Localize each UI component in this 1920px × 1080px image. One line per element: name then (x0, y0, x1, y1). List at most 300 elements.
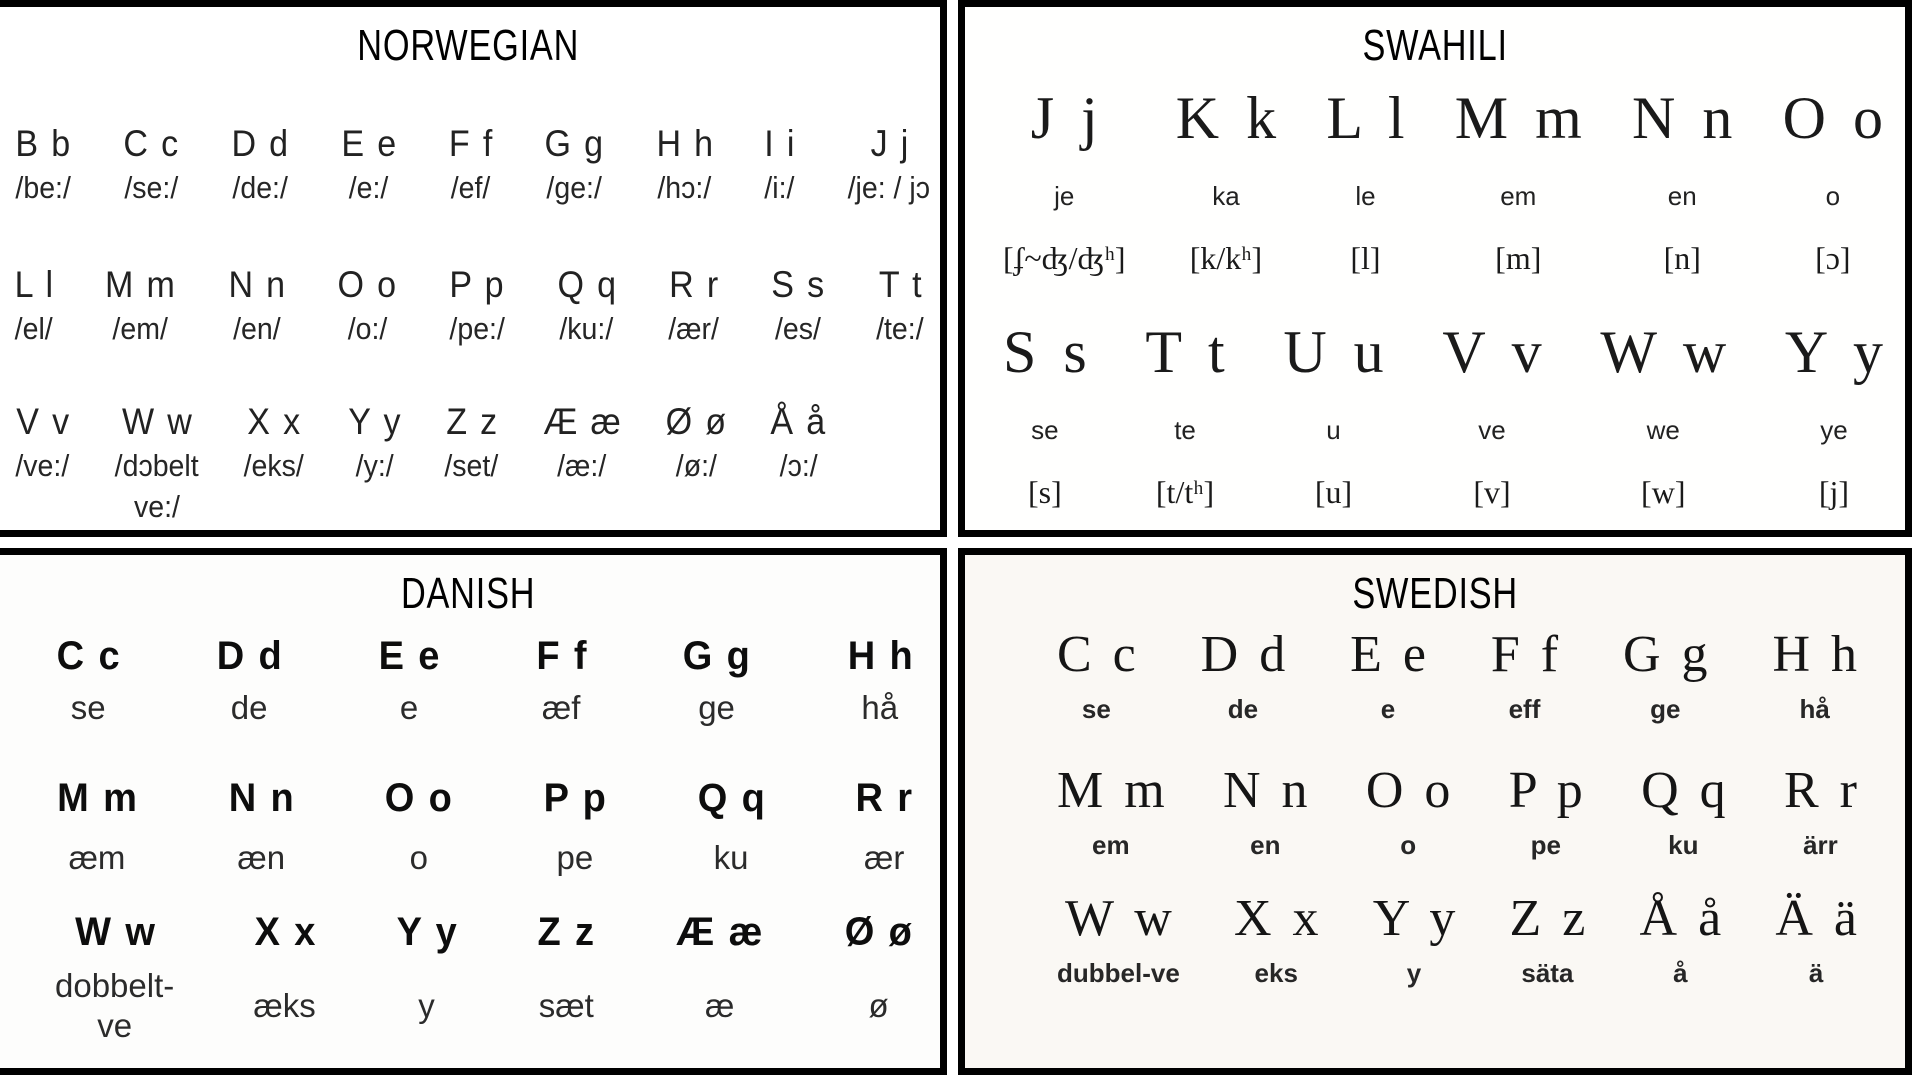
letter-name-block (1509, 692, 1541, 726)
letter-name-block (111, 444, 202, 526)
letter-ipa: [ɔ] (1815, 240, 1851, 276)
alphabet-row (965, 624, 1905, 726)
letter-name-block (778, 444, 819, 485)
danish-alphabet-grid (0, 632, 940, 1052)
letter-cell (55, 632, 121, 728)
alphabet-row (965, 888, 1905, 990)
panel-title-text: SWEDISH (1352, 569, 1518, 618)
letter-ipa: [v] (1473, 474, 1511, 510)
letter-cell (843, 908, 914, 1052)
letter-pair: X x (1233, 890, 1319, 947)
letter-name: ku (713, 839, 749, 876)
letter-pair: X x (247, 401, 301, 442)
letter-name-block (110, 307, 170, 348)
letter-name: e (399, 689, 419, 726)
letter-cell (1057, 760, 1165, 862)
letter-cell (1373, 888, 1456, 990)
letter-name: ve:/ (133, 489, 180, 524)
letter-pair: D d (231, 123, 289, 164)
letter-cell (383, 774, 454, 878)
letter-name-block (1647, 414, 1680, 446)
letter-name: /y:/ (355, 448, 394, 483)
danish-panel (0, 548, 947, 1075)
letter-name: se (70, 689, 106, 726)
letter-name-block (1478, 414, 1505, 446)
letter-cell (540, 400, 624, 485)
letter-name: /eks/ (244, 448, 305, 483)
letter-name: sæt (538, 987, 594, 1024)
letter-pair: F f (448, 123, 492, 164)
letter-cell (1600, 316, 1726, 512)
letter-name-block (1355, 180, 1375, 212)
letter-name: /je: / jɔ (847, 170, 931, 205)
letter-name-block (230, 166, 290, 207)
letter-pair: N n (228, 264, 286, 305)
letter-name: /ær/ (668, 311, 720, 346)
letter-name-block (1031, 414, 1058, 446)
letter-name-block (1809, 956, 1823, 990)
letter-name-block (1531, 828, 1561, 862)
swahili-alphabet-grid (965, 82, 1905, 512)
letter-name: ka (1212, 181, 1240, 211)
letter-pair: H h (1772, 626, 1857, 683)
letter-name-block (1826, 180, 1840, 212)
letter-name: we (1646, 415, 1680, 445)
letter-pair: Z z (446, 401, 497, 442)
letter-name-block (539, 960, 594, 1052)
letter-name-block (231, 307, 283, 348)
letter-cell (111, 400, 202, 526)
panel-title (0, 568, 940, 620)
letter-name: æm (68, 839, 126, 876)
letter-cell (1003, 82, 1126, 278)
letter-name-block (557, 307, 616, 348)
letter-name: /pe:/ (449, 311, 505, 346)
letter-name: ä (1808, 958, 1824, 988)
letter-cell (1283, 316, 1383, 512)
letter-name: /el/ (14, 311, 53, 346)
letter-name-block (698, 688, 735, 728)
letter-name-block (71, 688, 106, 728)
letter-cell (1350, 624, 1426, 726)
letter-name-block (1092, 828, 1130, 862)
letter-pair: B b (15, 123, 71, 164)
letter-name: /te:/ (876, 311, 924, 346)
letter-pair: C c (123, 123, 179, 164)
letter-name-block (1521, 956, 1573, 990)
letter-ipa: [s] (1027, 474, 1062, 510)
letter-ipa: [k/kʰ] (1189, 240, 1263, 276)
letter-cell (13, 122, 73, 207)
letter-name: em (1092, 830, 1130, 860)
letter-ipa: [ʄ~ʤ/ʤʰ] (1003, 240, 1126, 276)
letter-pair: D d (216, 634, 282, 678)
letter-ipa: [n] (1663, 240, 1701, 276)
alphabet-row (0, 400, 940, 526)
letter-name-block (1668, 180, 1697, 212)
letter-name: pe (556, 839, 594, 876)
letter-pair: V v (1442, 319, 1542, 385)
letter-name-block (237, 838, 285, 878)
letter-cell (663, 400, 729, 485)
letter-pair: D d (1200, 626, 1286, 683)
letter-pair: R r (669, 264, 719, 305)
panel-title-text: SWAHILI (1362, 21, 1508, 70)
letter-pair: W w (1065, 890, 1172, 947)
letter-name: eff (1508, 694, 1541, 724)
letter-name: /o:/ (347, 311, 388, 346)
letter-name-block (1800, 692, 1830, 726)
letter-name: e (1380, 694, 1396, 724)
alphabet-row (0, 122, 940, 207)
letter-pair: W w (74, 910, 155, 954)
letter-cell (215, 632, 283, 728)
letter-cell (1640, 888, 1722, 990)
letter-pair: E e (378, 634, 440, 678)
letter-name-block (874, 307, 926, 348)
letter-name-block (869, 960, 889, 1052)
letter-cell (846, 632, 914, 728)
letter-pair: C c (1057, 626, 1136, 683)
letter-pair: R r (1783, 762, 1857, 819)
letter-cell (1366, 760, 1451, 862)
swahili-panel (958, 0, 1912, 537)
letter-cell (1509, 760, 1583, 862)
letter-cell (1201, 624, 1286, 726)
letter-pair: N n (1632, 85, 1733, 151)
letter-pair: M m (57, 776, 137, 820)
letter-cell (654, 122, 716, 207)
letter-pair: T t (1145, 319, 1225, 385)
letter-name: ø (868, 987, 889, 1024)
letter-name-block (354, 444, 395, 485)
alphabet-row (965, 82, 1905, 278)
letter-name: säta (1521, 958, 1574, 988)
letter-pair: W w (121, 401, 192, 442)
letter-name: ge (1650, 694, 1681, 724)
letter-name-block (347, 166, 390, 207)
letter-pair: J j (870, 123, 909, 164)
letter-name: /ø:/ (675, 448, 717, 483)
letter-cell (13, 263, 55, 348)
letter-name: ärr (1803, 830, 1838, 860)
letter-pair: H h (847, 634, 913, 678)
letter-cell (542, 774, 608, 878)
letter-pair: V v (15, 401, 69, 442)
letter-cell (1623, 624, 1708, 726)
letter-cell (1510, 888, 1586, 990)
letter-cell (1772, 624, 1857, 726)
letter-name: eks (1254, 958, 1298, 988)
letter-cell (681, 632, 752, 728)
letter-ipa: [u] (1314, 474, 1353, 510)
letter-name-block (861, 688, 898, 728)
letter-name: /i:/ (764, 170, 795, 205)
letter-pair: E e (341, 123, 397, 164)
letter-name: ge (698, 689, 735, 726)
letter-name: se (1081, 694, 1111, 724)
letter-name-block (1400, 828, 1416, 862)
letter-cell (335, 263, 399, 348)
letter-name-block (773, 307, 823, 348)
swedish-alphabet-grid (965, 624, 1905, 990)
letter-pair: Ø ø (845, 910, 913, 954)
letter-pair: Q q (697, 776, 765, 820)
letter-name: /ku:/ (559, 311, 614, 346)
letter-pair: I i (764, 123, 795, 164)
letter-pair: U u (1283, 319, 1384, 385)
letter-name: ku (1668, 830, 1699, 860)
letter-name-block (400, 688, 418, 728)
letter-cell (1784, 760, 1857, 862)
letter-name: ve (97, 1007, 133, 1044)
letter-name: o (409, 839, 428, 876)
letter-cell (763, 122, 796, 207)
letter-cell (1775, 888, 1857, 990)
letter-cell (1003, 316, 1087, 512)
letter-cell (666, 263, 721, 348)
letter-pair: S s (1003, 319, 1087, 385)
letter-cell (229, 122, 291, 207)
alphabet-row (0, 774, 940, 878)
letter-cell (1176, 82, 1276, 278)
letter-pair: Ø ø (666, 401, 727, 442)
letter-name-block (1212, 180, 1239, 212)
letter-name-block (231, 688, 268, 728)
letter-ipa: [m] (1495, 240, 1542, 276)
letter-pair: G g (544, 123, 604, 164)
letter-ipa: [j] (1818, 474, 1850, 510)
letter-pair: K k (1175, 85, 1277, 151)
letter-name: em (1500, 181, 1537, 211)
letter-name: hå (1799, 694, 1830, 724)
letter-name-block (1381, 692, 1395, 726)
letter-cell (1326, 82, 1404, 278)
letter-name: hå (861, 689, 899, 726)
letter-name-block (864, 838, 904, 878)
letter-pair: X x (254, 910, 315, 954)
letter-name-block (763, 166, 796, 207)
letter-pair: W w (1600, 319, 1727, 385)
letter-pair: R r (855, 776, 913, 820)
letter-cell (1223, 760, 1308, 862)
letter-name: /e:/ (348, 170, 389, 205)
letter-name: /set/ (444, 448, 499, 483)
letter-name: dubbel-ve (1057, 958, 1180, 988)
letter-cell (227, 774, 295, 878)
letter-cell (1455, 82, 1582, 278)
letter-name-block (13, 307, 54, 348)
letter-name-block (542, 688, 581, 728)
letter-name-block (666, 307, 721, 348)
letter-cell (241, 400, 306, 485)
letter-name: y (1406, 958, 1422, 988)
letter-name-block (655, 166, 714, 207)
letter-name-block (1228, 692, 1258, 726)
letter-name-block (705, 960, 734, 1052)
letter-pair: G g (683, 634, 751, 678)
letter-cell (442, 400, 501, 485)
letter-name-block (449, 166, 492, 207)
letter-cell (854, 774, 914, 878)
letter-name: te (1174, 415, 1196, 445)
letter-cell (121, 122, 181, 207)
letter-name: /æ:/ (557, 448, 607, 483)
letter-pair: Y y (348, 401, 401, 442)
letter-name-block (69, 838, 126, 878)
letter-pair: Z z (1509, 890, 1586, 947)
letter-ipa: [t/tʰ] (1155, 474, 1215, 510)
letter-name: o (1825, 181, 1841, 211)
letter-pair: M m (1057, 762, 1165, 819)
letter-cell (1785, 316, 1883, 512)
letter-pair: Å å (1639, 890, 1722, 947)
letter-name-block (674, 444, 719, 485)
letter-pair: P p (1508, 762, 1583, 819)
letter-cell (102, 263, 178, 348)
letter-name-block (1673, 956, 1687, 990)
letter-cell (768, 400, 828, 485)
letter-name: /ge:/ (545, 170, 602, 205)
letter-ipa: [l] (1350, 240, 1381, 276)
letter-name: æks (253, 987, 316, 1024)
letter-name: o (1400, 830, 1417, 860)
letter-cell (1491, 624, 1558, 726)
letter-pair: Q q (1641, 762, 1726, 819)
letter-cell (874, 263, 926, 348)
letter-pair: C c (56, 634, 120, 678)
panel-title (965, 20, 1905, 72)
letter-cell (542, 122, 606, 207)
letter-pair: Q q (557, 264, 616, 305)
letter-name-block (1820, 414, 1847, 446)
letter-pair: L l (14, 264, 54, 305)
letter-name: ye (1820, 415, 1848, 445)
letter-name-block (544, 166, 604, 207)
letter-pair: Y y (396, 910, 457, 954)
letter-cell (1057, 624, 1136, 726)
letter-cell (13, 400, 72, 485)
letter-cell (447, 122, 494, 207)
letter-name: å (1673, 958, 1688, 988)
letter-cell (253, 908, 317, 1052)
letter-pair: L l (1326, 85, 1405, 151)
letter-name: ve (1478, 415, 1506, 445)
alphabet-row (965, 316, 1905, 512)
letter-name: /ve:/ (15, 448, 70, 483)
letter-name-block (1326, 414, 1340, 446)
letter-name-block (13, 166, 73, 207)
letter-cell (696, 774, 767, 878)
letter-name: /se:/ (124, 170, 179, 205)
letter-name-block (1174, 414, 1196, 446)
letter-name: de (230, 689, 268, 726)
letter-cell (339, 122, 399, 207)
letter-pair: H h (656, 123, 713, 164)
letter-name: /be:/ (15, 170, 71, 205)
norwegian-alphabet-grid (0, 122, 940, 526)
letter-name: /ɔ:/ (779, 448, 818, 483)
letter-cell (1783, 82, 1883, 278)
letter-pair: Å å (770, 401, 826, 442)
letter-name-block (1082, 692, 1111, 726)
letter-pair: E e (1350, 626, 1426, 683)
letter-cell (346, 400, 403, 485)
letter-name-block (1255, 956, 1298, 990)
letter-pair: P p (449, 264, 504, 305)
letter-name-block (1057, 956, 1180, 990)
letter-name: /es/ (774, 311, 821, 346)
letter-cell (226, 263, 288, 348)
letter-name-block (1650, 692, 1680, 726)
letter-name-block (122, 166, 181, 207)
letter-cell (1234, 888, 1319, 990)
letter-cell (1057, 888, 1180, 990)
letter-name-block (55, 960, 174, 1052)
letter-name: /en/ (233, 311, 281, 346)
letter-pair: Æ æ (676, 910, 763, 954)
letter-name-block (844, 166, 934, 207)
swedish-panel (958, 548, 1912, 1075)
letter-pair: N n (1223, 762, 1308, 819)
letter-name: æf (541, 689, 581, 726)
letter-pair: S s (771, 264, 825, 305)
letter-cell (536, 908, 596, 1052)
letter-name: se (1031, 415, 1059, 445)
letter-pair: Æ æ (543, 401, 621, 442)
letter-cell (1641, 760, 1726, 862)
alphabet-row (0, 632, 940, 728)
letter-cell (55, 908, 174, 1052)
letter-name-block (714, 838, 749, 878)
letter-pair: O o (337, 264, 397, 305)
letter-name-block (241, 444, 306, 485)
letter-name-block (557, 838, 594, 878)
letter-cell (395, 908, 458, 1052)
letter-cell (1632, 82, 1732, 278)
letter-pair: O o (385, 776, 453, 820)
letter-cell (1145, 316, 1224, 512)
letter-name-block (1500, 180, 1536, 212)
letter-name: en (1667, 181, 1697, 211)
letter-name-block (1668, 828, 1698, 862)
letter-cell (535, 632, 588, 728)
letter-pair: J j (1030, 85, 1098, 151)
letter-cell (55, 774, 139, 878)
letter-pair: N n (228, 776, 294, 820)
letter-cell (447, 263, 507, 348)
letter-name: y (418, 987, 435, 1024)
letter-name: /em/ (112, 311, 169, 346)
letter-name: le (1355, 181, 1376, 211)
letter-pair: Y y (1372, 890, 1456, 947)
letter-cell (769, 263, 826, 348)
letter-pair: G g (1622, 626, 1708, 683)
letter-pair: Z z (537, 910, 595, 954)
norwegian-panel (0, 0, 947, 537)
letter-cell (555, 263, 619, 348)
letter-name: de (1227, 694, 1259, 724)
letter-name-block (447, 307, 507, 348)
letter-name: /ef/ (450, 170, 490, 205)
letter-cell (844, 122, 934, 207)
letter-name: dobbelt- (55, 967, 175, 1004)
letter-name-block (1803, 828, 1838, 862)
letter-cell (377, 632, 441, 728)
letter-ipa: [w] (1641, 474, 1686, 510)
letter-cell (1442, 316, 1541, 512)
panel-title (965, 568, 1905, 620)
